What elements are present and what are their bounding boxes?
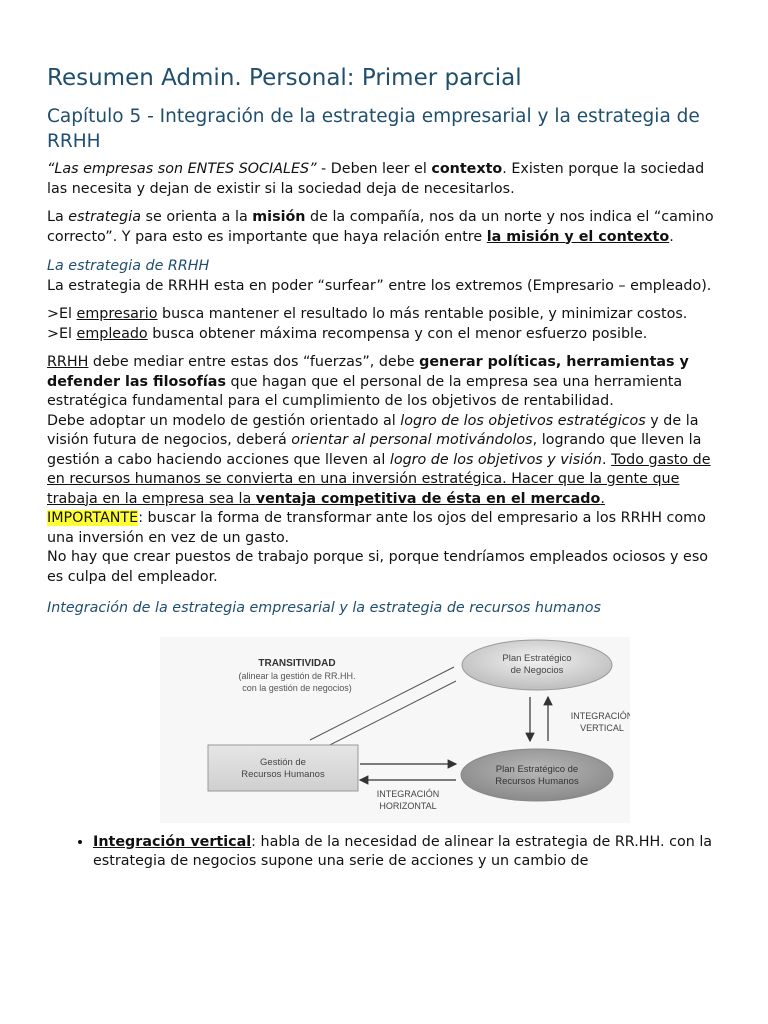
paragraph-surfear: La estrategia de RRHH esta en poder “surfear” entre los extremos (Empresario – empleado). xyxy=(47,277,712,294)
paragraph-puestos: No hay que crear puestos de trabajo porque si, porque tendríamos empleados ociosos y eso es culpa del empleador. xyxy=(47,549,709,585)
svg-text:Recursos Humanos: Recursos Humanos xyxy=(495,775,579,787)
paragraph-modelo-gestion: Debe adoptar un modelo de gestión orientado al logro de los objetivos estratégicos y de la visión futura de negocios, deberá orientar al personal motivándolos, logrando que lleven la gestión a cabo haciendo acciones que lleven al logro de los objetivos y visión. Todo gasto de en recursos humanos se convierta en una inversión estratégica. Hacer que la gente que trabaja en la empresa sea la ventaja competitiva de ésta en el mercado. xyxy=(47,412,711,507)
svg-text:Gestión de: Gestión de xyxy=(260,756,306,768)
svg-text:INTEGRACIÓN: INTEGRACIÓN xyxy=(376,788,440,799)
svg-text:VERTICAL: VERTICAL xyxy=(580,722,624,733)
plan-estrategico-rrhh-node xyxy=(461,749,613,801)
section-heading-integracion: Integración de la estrategia empresarial y la estrategia de recursos humanos xyxy=(47,600,601,616)
svg-text:HORIZONTAL: HORIZONTAL xyxy=(379,800,437,811)
paragraph-estrategia: La estrategia se orienta a la misión de la compañía, nos da un norte y nos indica el “camino correcto”. Y para esto es importante que haya relación entre la misión y el contexto. xyxy=(47,209,714,245)
section-heading-estrategia-rrhh: La estrategia de RRHH xyxy=(47,258,210,274)
svg-text:Plan Estratégico: Plan Estratégico xyxy=(502,652,572,664)
highlight-importante: IMPORTANTE xyxy=(47,510,139,526)
document-page xyxy=(47,62,727,872)
integration-diagram xyxy=(160,637,630,823)
svg-text:(alinear la gestión de RR.HH.: (alinear la gestión de RR.HH. xyxy=(238,670,356,681)
gestion-rrhh-node xyxy=(208,745,358,791)
diagram-svg xyxy=(160,637,630,823)
paragraph-entes-sociales: “Las empresas son ENTES SOCIALES” - Deben leer el contexto. Existen porque la sociedad las necesita y dejan de existir si la sociedad deja de necesitarlos. xyxy=(47,161,705,197)
svg-text:Recursos Humanos: Recursos Humanos xyxy=(241,768,325,780)
paragraph-empresario-empleado: >El empresario busca mantener el resultado lo más rentable posible, y minimizar costos. >El empleado busca obtener máxima recompensa y con el menor esfuerzo posible. xyxy=(47,306,688,342)
paragraph-rrhh-mediar: RRHH debe mediar entre estas dos “fuerzas”, debe generar políticas, herramientas y defender las filosofías que hagan que el personal de la empresa sea una herramienta estratégica fundamental para el cumplimiento de los objetivos de rentabilidad. xyxy=(47,354,689,409)
svg-text:de Negocios: de Negocios xyxy=(510,664,564,676)
chapter-heading: Capítulo 5 - Integración de la estrategia empresarial y la estrategia de RRHH xyxy=(47,106,700,152)
plan-estrategico-negocios-node xyxy=(462,640,612,690)
svg-text:Plan Estratégico de: Plan Estratégico de xyxy=(495,763,579,775)
bullet-list xyxy=(47,833,727,872)
svg-text:TRANSITIVIDAD: TRANSITIVIDAD xyxy=(258,657,336,669)
svg-text:INTEGRACIÓN: INTEGRACIÓN xyxy=(570,710,630,721)
page-title: Resumen Admin. Personal: Primer parcial xyxy=(47,65,522,91)
paragraph-importante: IMPORTANTE: buscar la forma de transformar ante los ojos del empresario a los RRHH como una inversión en vez de un gasto. xyxy=(47,510,706,546)
svg-text:con la gestión de negocios): con la gestión de negocios) xyxy=(242,682,352,693)
list-item-integracion-vertical: • Integración vertical: habla de la necesidad de alinear la estrategia de RR.HH. con la estrategia de negocios supone una serie de acciones y un cambio de xyxy=(93,833,727,872)
